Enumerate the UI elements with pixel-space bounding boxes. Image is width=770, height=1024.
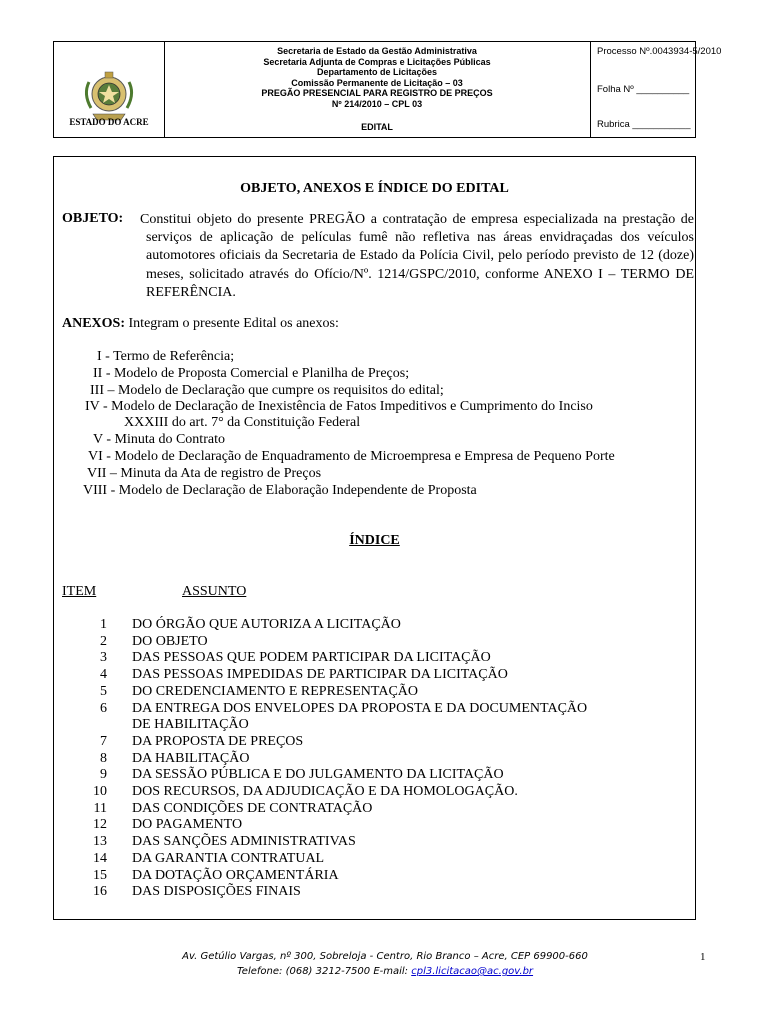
header-line: Comissão Permanente de Licitação – 03 <box>291 77 463 88</box>
index-item-subject: DO ÓRGÃO QUE AUTORIZA A LICITAÇÃO <box>132 617 401 632</box>
index-item-subject: DE HABILITAÇÃO <box>132 717 249 733</box>
index-item-subject: DA ENTREGA DOS ENVELOPES DA PROPOSTA E DA DOCUMENTAÇÃO <box>132 700 588 716</box>
header-line: Secretaria Adjunta de Compras e Licitações Públicas <box>263 56 491 67</box>
index-item-subject: DA GARANTIA CONTRATUAL <box>132 850 325 866</box>
annex-item: IV - Modelo de Declaração de Inexistência de Fatos Impeditivos e Cumprimento do Inciso <box>85 399 593 414</box>
index-item-number: 14 <box>93 850 107 866</box>
doc-type-label: EDITAL <box>361 122 393 132</box>
annex-item: V - Minuta do Contrato <box>93 432 225 447</box>
index-item-subject: DAS SANÇÕES ADMINISTRATIVAS <box>132 834 356 850</box>
index-item-number: 10 <box>93 784 107 799</box>
index-item-number: 9 <box>100 767 107 783</box>
header-title-cell <box>164 42 591 137</box>
item-column-header: ITEM <box>62 584 97 599</box>
index-item-number: 15 <box>93 867 107 883</box>
index-item-subject: DA DOTAÇÃO ORÇAMENTÁRIA <box>132 867 339 883</box>
process-cell <box>590 42 722 137</box>
document-header <box>53 41 722 138</box>
footer-phone: Telefone: (068) 3212-7500 E-mail: <box>236 966 412 977</box>
state-label: ESTADO DO ACRE <box>69 117 149 127</box>
index-item-number: 16 <box>93 884 107 900</box>
anexos-label: ANEXOS: <box>62 316 126 331</box>
header-line: Departamento de Licitações <box>316 67 438 77</box>
annex-item: VIII - Modelo de Declaração de Elaboração Independente de Proposta <box>83 483 477 498</box>
annex-item: I - Termo de Referência; <box>97 349 235 364</box>
index-item-subject: DA PROPOSTA DE PREÇOS <box>132 733 304 749</box>
index-item-subject: DA SESSÃO PÚBLICA E DO JULGAMENTO DA LICITAÇÃO <box>132 767 504 783</box>
header-line: Nº 214/2010 – CPL 03 <box>331 98 423 109</box>
index-item-number: 13 <box>93 834 107 850</box>
anexos-paragraph <box>62 316 339 332</box>
crest-cell <box>54 42 165 137</box>
header-line: PREGÃO PRESENCIAL PARA REGISTRO DE PREÇOS <box>261 88 493 98</box>
index-item-subject: DO CREDENCIAMENTO E REPRESENTAÇÃO <box>132 683 419 699</box>
folha-field: Folha Nº __________ <box>597 84 690 95</box>
main-content-box <box>53 156 696 920</box>
annex-item: VI - Modelo de Declaração de Enquadramento de Microempresa e Empresa de Pequeno Porte <box>88 449 615 464</box>
index-item-subject: DA HABILITAÇÃO <box>132 750 250 766</box>
page-number: 1 <box>700 951 706 963</box>
annex-item: II - Modelo de Proposta Comercial e Planilha de Preços; <box>93 366 410 381</box>
footer-contact <box>0 966 770 977</box>
index-item-subject: DAS PESSOAS QUE PODEM PARTICIPAR DA LICITAÇÃO <box>132 650 491 666</box>
objeto-text: Constitui objeto do presente PREGÃO a contratação de empresa especializada na prestação de serviços de aplicação de películas fumê não refletiva nas áreas envidraçadas dos veículos automotores oficiais da Secretaria de Estado da Polícia Civil, pelo período previsto de 12 (doze) meses, solicitado através do Ofício/Nº. 1214/GSPC/2010, conforme ANEXO I – TERMO DE REFERÊNCIA. <box>140 212 694 300</box>
subject-column-header: ASSUNTO <box>182 584 247 599</box>
index-item-number: 5 <box>100 683 107 699</box>
footer-address: Av. Getúlio Vargas, nº 300, Sobreloja - Centro, Rio Branco – Acre, CEP 69900-660 <box>182 951 588 962</box>
anexos-text: Integram o presente Edital os anexos: <box>125 316 339 331</box>
index-item-number: 3 <box>100 650 107 666</box>
index-item-number: 12 <box>93 817 107 833</box>
index-item-number: 1 <box>100 617 107 632</box>
process-number: Processo Nº.0043934-5/2010 <box>597 46 722 57</box>
page-title: OBJETO, ANEXOS E ÍNDICE DO EDITAL <box>240 181 509 196</box>
index-item-subject: DAS PESSOAS IMPEDIDAS DE PARTICIPAR DA LICITAÇÃO <box>132 667 508 683</box>
index-item-subject: DO OBJETO <box>132 633 208 649</box>
index-item-subject: DOS RECURSOS, DA ADJUDICAÇÃO E DA HOMOLOGAÇÃO. <box>132 784 518 799</box>
header-line: Secretaria de Estado da Gestão Administrativa <box>277 46 477 56</box>
index-item-subject: DAS CONDIÇÕES DE CONTRATAÇÃO <box>132 800 373 816</box>
annex-item: VII – Minuta da Ata de registro de Preços <box>87 466 322 481</box>
index-item-number: 8 <box>100 750 107 766</box>
index-item-number: 6 <box>100 700 107 716</box>
objeto-label: OBJETO: <box>62 211 124 226</box>
rubrica-field: Rubrica ___________ <box>597 119 691 130</box>
annex-item: XXXIII do art. 7° da Constituição Federal <box>124 415 361 430</box>
index-item-number: 11 <box>93 800 107 816</box>
annex-item: III – Modelo de Declaração que cumpre os requisitos do edital; <box>90 383 444 398</box>
index-item-number: 2 <box>100 633 107 649</box>
header-lines <box>164 46 590 109</box>
index-item-number: 7 <box>100 733 107 749</box>
index-title: ÍNDICE <box>349 533 400 548</box>
state-coat-of-arms-icon <box>79 68 139 124</box>
index-item-subject: DO PAGAMENTO <box>132 817 243 833</box>
footer-email-link[interactable]: cpl3.licitacao@ac.gov.br <box>411 966 534 977</box>
index-item-subject: DAS DISPOSIÇÕES FINAIS <box>132 884 301 900</box>
index-item-number: 4 <box>100 667 107 683</box>
